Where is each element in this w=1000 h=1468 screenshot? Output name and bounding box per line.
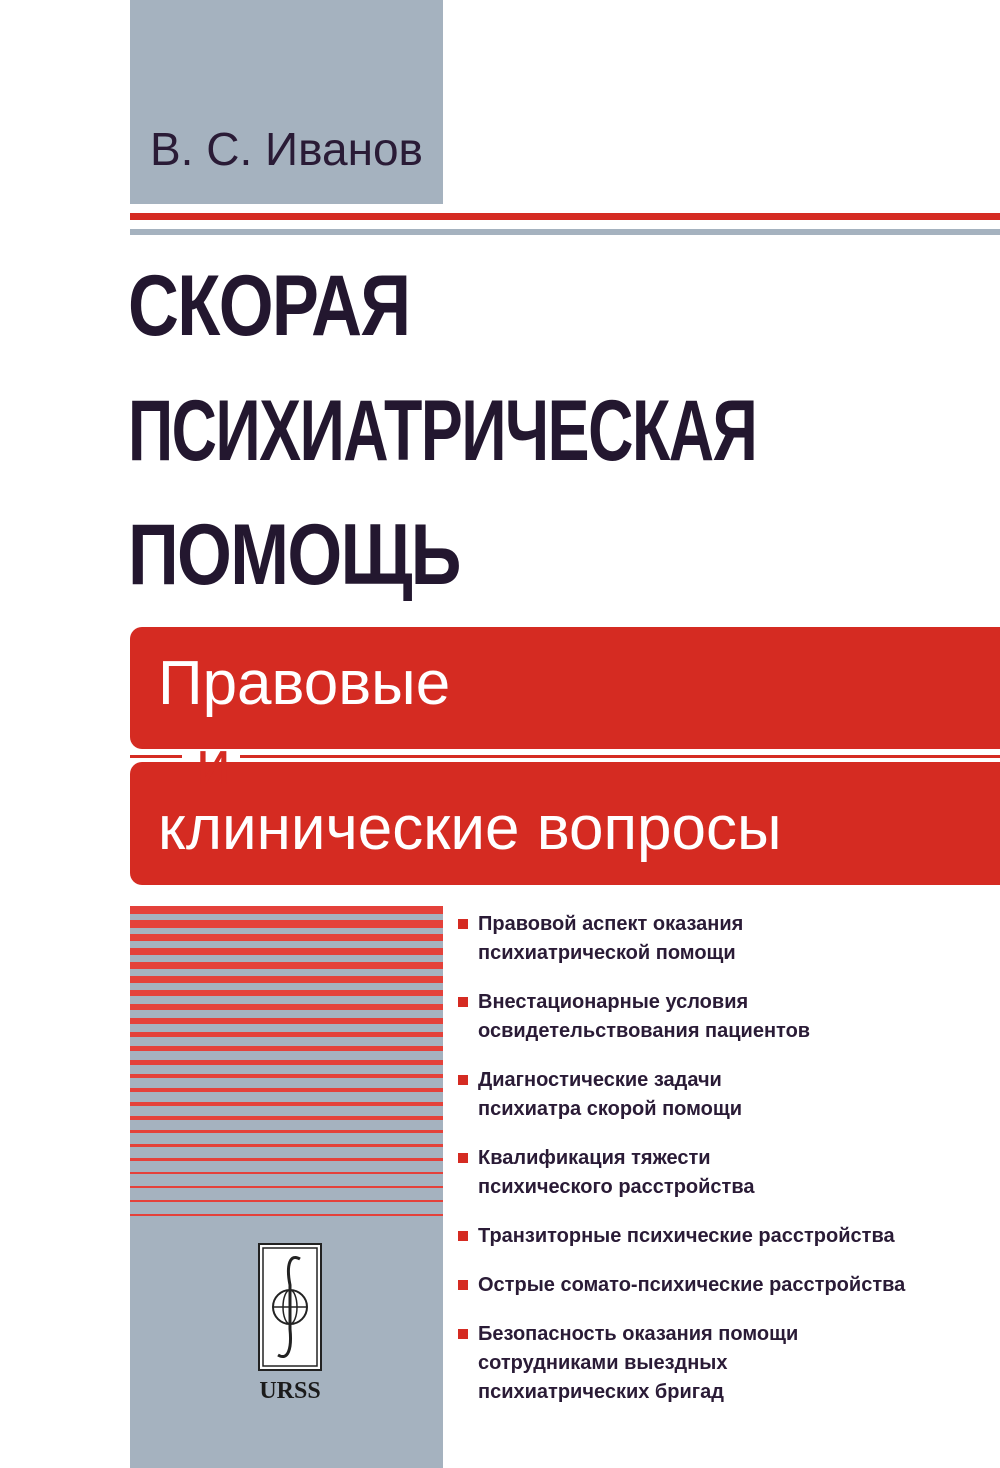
stripe — [130, 1018, 443, 1024]
decorative-stripes — [130, 906, 443, 1236]
stripe — [130, 948, 443, 955]
list-item: Квалификация тяжести психического расстройства — [458, 1144, 998, 1202]
contents-list — [458, 910, 998, 1407]
stripe — [130, 1186, 443, 1188]
list-item: Диагностические задачи психиатра скорой помощи — [458, 1066, 998, 1124]
stripe — [130, 1158, 443, 1161]
stripe — [130, 1046, 443, 1051]
subtitle-conjunction: и — [196, 729, 231, 798]
stripe — [130, 990, 443, 996]
stripe — [130, 1214, 443, 1216]
stripe — [130, 1144, 443, 1147]
stripe — [130, 920, 443, 928]
stripe — [130, 1060, 443, 1065]
integral-globe-icon — [260, 1245, 320, 1369]
book-title-line-3: ПОМОЩЬ — [128, 507, 460, 603]
author-name: В. С. Иванов — [149, 123, 423, 175]
book-title-line-2: ПСИХИАТРИЧЕСКАЯ — [128, 383, 757, 479]
book-title-line-1: СКОРАЯ — [128, 258, 410, 354]
stripe — [130, 1074, 443, 1078]
subtitle-line-1: Правовые — [158, 649, 451, 718]
stripe — [130, 976, 443, 983]
stripe — [130, 934, 443, 941]
stripe — [130, 962, 443, 969]
stripe — [130, 906, 443, 914]
stripe — [130, 1032, 443, 1037]
divider-gray — [130, 229, 1000, 235]
stripe — [130, 1130, 443, 1133]
publisher-logo — [258, 1243, 322, 1371]
list-item: Правовой аспект оказания психиатрической помощи — [458, 910, 998, 968]
stripe — [130, 1004, 443, 1010]
stripe — [130, 1116, 443, 1120]
stripe — [130, 1088, 443, 1092]
divider-red — [130, 213, 1000, 220]
publisher-name: URSS — [259, 1378, 321, 1404]
subtitle-line-2: клинические вопросы — [158, 794, 782, 863]
stripe — [130, 1102, 443, 1106]
list-item: Безопасность оказания помощи сотрудниками выездных психиатрических бригад — [458, 1320, 998, 1407]
list-item: Острые сомато-психические расстройства — [458, 1271, 998, 1300]
stripe — [130, 1200, 443, 1202]
stripe — [130, 1172, 443, 1174]
subtitle-rule-left — [130, 755, 182, 758]
list-item: Транзиторные психические расстройства — [458, 1222, 998, 1251]
list-item: Внестационарные условия освидетельствования пациентов — [458, 988, 998, 1046]
subtitle-rule-right — [240, 755, 1000, 758]
